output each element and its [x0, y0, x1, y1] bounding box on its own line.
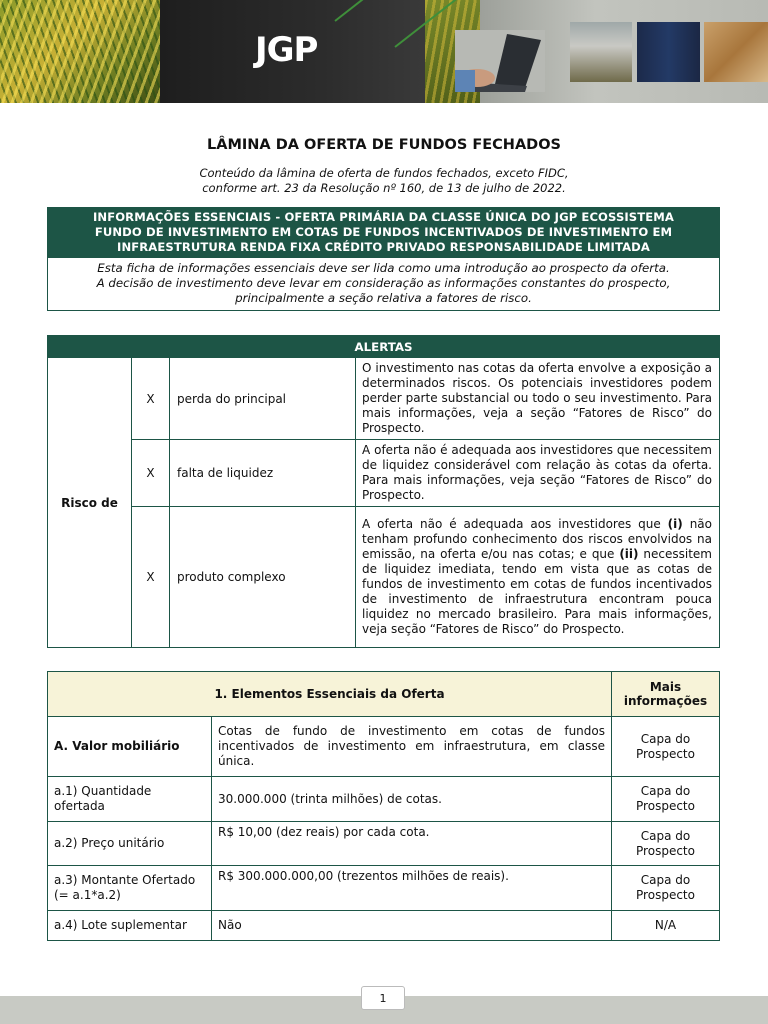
element-ref: Capa do Prospecto: [612, 866, 720, 911]
alert-label: perda do principal: [170, 358, 356, 440]
table-row: [48, 358, 720, 440]
wheat-field-photo: [704, 22, 768, 82]
table-row: [48, 777, 720, 822]
essential-info-box: [47, 207, 720, 311]
alerts-heading: ALERTAS: [48, 336, 720, 358]
element-value: R$ 10,00 (dez reais) por cada cota.: [212, 822, 612, 866]
laptop-hands-photo: [455, 30, 545, 92]
alert-description: O investimento nas cotas da oferta envolve a exposição a determinados riscos. Os potenciais investidores podem perder parte substancial ou todo o seu investimento. Para mais informações, veja a seção “Fatores de Risco” do Prospecto.: [356, 358, 720, 440]
element-item: a.3) Montante Ofertado (= a.1*a.2): [48, 866, 212, 911]
element-ref: Capa do Prospecto: [612, 717, 720, 777]
element-item: a.1) Quantidade ofertada: [48, 777, 212, 822]
more-info-heading: Mais informações: [612, 672, 720, 717]
table-row: [48, 440, 720, 507]
corn-field-photo: [0, 0, 165, 103]
essential-elements-table: [47, 671, 720, 941]
table-row: [48, 866, 720, 911]
businessman-photo: [637, 22, 700, 82]
element-value: Não: [212, 911, 612, 941]
page-subtitle: Conteúdo da lâmina de oferta de fundos fechados, exceto FIDC, conforme art. 23 da Resolução nº 160, de 13 de julho de 2022.: [199, 166, 569, 195]
page-number: 1: [361, 986, 405, 1010]
element-item: a.2) Preço unitário: [48, 822, 212, 866]
alert-mark: X: [132, 440, 170, 507]
table-row: [48, 507, 720, 648]
element-item: a.4) Lote suplementar: [48, 911, 212, 941]
element-item: A. Valor mobiliário: [48, 717, 212, 777]
alerts-table: [47, 335, 720, 648]
page-title: LÂMINA DA OFERTA DE FUNDOS FECHADOS: [207, 137, 561, 153]
alert-label: falta de liquidez: [170, 440, 356, 507]
elements-heading: 1. Elementos Essenciais da Oferta: [48, 672, 612, 717]
jgp-logo: JGP: [255, 30, 318, 70]
table-row: [48, 822, 720, 866]
element-value: Cotas de fundo de investimento em cotas de fundos incentivados de investimento em infraestrutura, em classe única.: [212, 717, 612, 777]
element-ref: N/A: [612, 911, 720, 941]
alert-mark: X: [132, 358, 170, 440]
alert-label: produto complexo: [170, 507, 356, 648]
element-ref: Capa do Prospecto: [612, 777, 720, 822]
alert-mark: X: [132, 507, 170, 648]
header-banner: [0, 0, 768, 103]
element-ref: Capa do Prospecto: [612, 822, 720, 866]
table-row: [48, 717, 720, 777]
element-value: 30.000.000 (trinta milhões) de cotas.: [212, 777, 612, 822]
alert-description: A oferta não é adequada aos investidores que necessitem de liquidez considerável com relação às cotas da oferta. Para mais informações, veja seção “Fatores de Risco” do Prospecto.: [356, 440, 720, 507]
element-value: R$ 300.000.000,00 (trezentos milhões de reais).: [212, 866, 612, 911]
essential-info-heading: INFORMAÇÕES ESSENCIAIS - OFERTA PRIMÁRIA DA CLASSE ÚNICA DO JGP ECOSSISTEMA FUNDO DE INVESTIMENTO EM COTAS DE FUNDOS INCENTIVADOS DE INVESTIMENTO EM INFRAESTRUTURA RENDA FIXA CRÉDITO PRIVADO RESPONSABILIDADE LIMITADA: [48, 208, 719, 258]
crop-sprayer-photo: [570, 22, 632, 82]
risk-label: Risco de: [48, 358, 132, 648]
table-row: [48, 911, 720, 941]
alert-description: A oferta não é adequada aos investidores que (i) não tenham profundo conhecimento dos riscos envolvidos na emissão, na oferta e/ou nas cotas; e que (ii) necessitem de liquidez imediata, tendo em vista que as cotas de fundos de investimento em cotas de fundos incentivados de investimento de infraestrutura encontram pouca liquidez no mercado brasileiro. Para mais informações, veja seção “Fatores de Risco” do Prospecto.: [356, 507, 720, 648]
essential-info-text: Esta ficha de informações essenciais deve ser lida como uma introdução ao prospecto da oferta. A decisão de investimento deve levar em consideração as informações constantes do prospecto, principalmente a seção relativa a fatores de risco.: [96, 261, 671, 305]
